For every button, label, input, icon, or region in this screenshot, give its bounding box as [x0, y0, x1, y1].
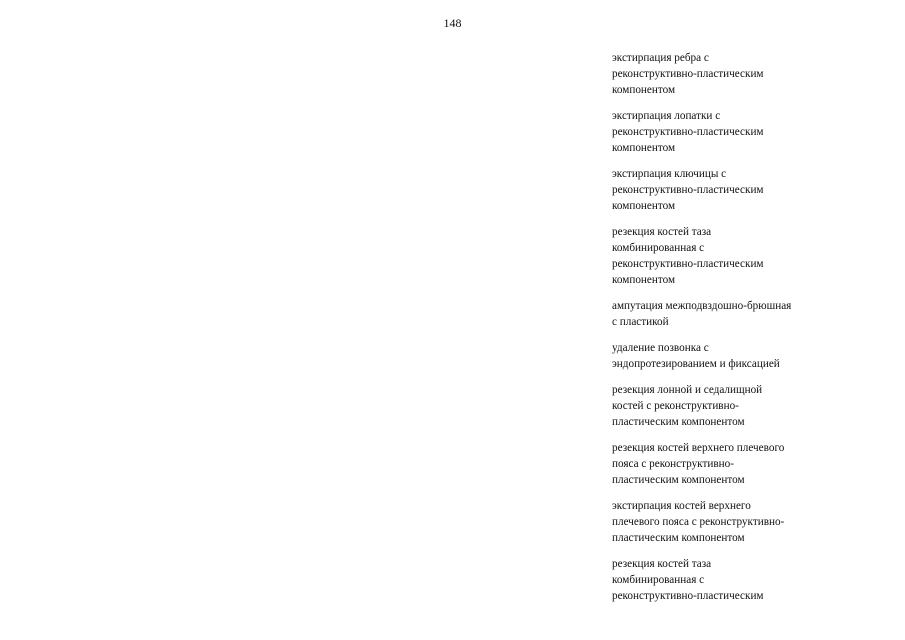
procedure-line: комбинированная с	[612, 574, 705, 586]
procedure-item	[612, 298, 817, 330]
procedure-line: реконструктивно-пластическим	[612, 258, 764, 270]
procedure-line: реконструктивно-пластическим	[612, 126, 764, 138]
procedure-line: пластическим компонентом	[612, 474, 745, 486]
procedure-item	[612, 50, 817, 98]
procedure-line: экстирпация ребра с	[612, 52, 709, 64]
procedure-line: эндопротезированием и фиксацией	[612, 358, 780, 370]
procedure-item	[612, 166, 817, 214]
procedure-item	[612, 498, 817, 546]
procedure-line: плечевого пояса с реконструктивно-	[612, 516, 785, 528]
procedure-item	[612, 340, 817, 372]
procedure-line: резекция костей таза	[612, 558, 712, 570]
procedure-line: компонентом	[612, 142, 676, 154]
page-number: 148	[443, 16, 462, 30]
procedure-line: реконструктивно-пластическим	[612, 68, 764, 80]
procedure-line: компонентом	[612, 274, 676, 286]
procedure-line: реконструктивно-пластическим	[612, 590, 764, 602]
procedure-line: компонентом	[612, 200, 676, 212]
procedure-item	[612, 108, 817, 156]
procedure-line: реконструктивно-пластическим	[612, 184, 764, 196]
procedure-list	[612, 50, 817, 614]
procedure-line: ампутация межподвздошно-брюшная	[612, 300, 792, 312]
procedure-line: пластическим компонентом	[612, 532, 745, 544]
procedure-line: резекция костей таза	[612, 226, 712, 238]
procedure-item	[612, 382, 817, 430]
procedure-line: удаление позвонка с	[612, 342, 709, 354]
procedure-line: экстирпация лопатки с	[612, 110, 721, 122]
procedure-line: пояса с реконструктивно-	[612, 458, 734, 470]
procedure-line: комбинированная с	[612, 242, 705, 254]
procedure-item	[612, 224, 817, 288]
procedure-line: резекция лонной и седалищной	[612, 384, 763, 396]
procedure-line: экстирпация ключицы с	[612, 168, 727, 180]
procedure-line: резекция костей верхнего плечевого	[612, 442, 785, 454]
procedure-line: компонентом	[612, 84, 676, 96]
procedure-item	[612, 440, 817, 488]
procedure-line: пластическим компонентом	[612, 416, 745, 428]
procedure-item	[612, 556, 817, 604]
procedure-line: костей с реконструктивно-	[612, 400, 739, 412]
procedure-line: с пластикой	[612, 316, 669, 328]
procedure-line: экстирпация костей верхнего	[612, 500, 751, 512]
